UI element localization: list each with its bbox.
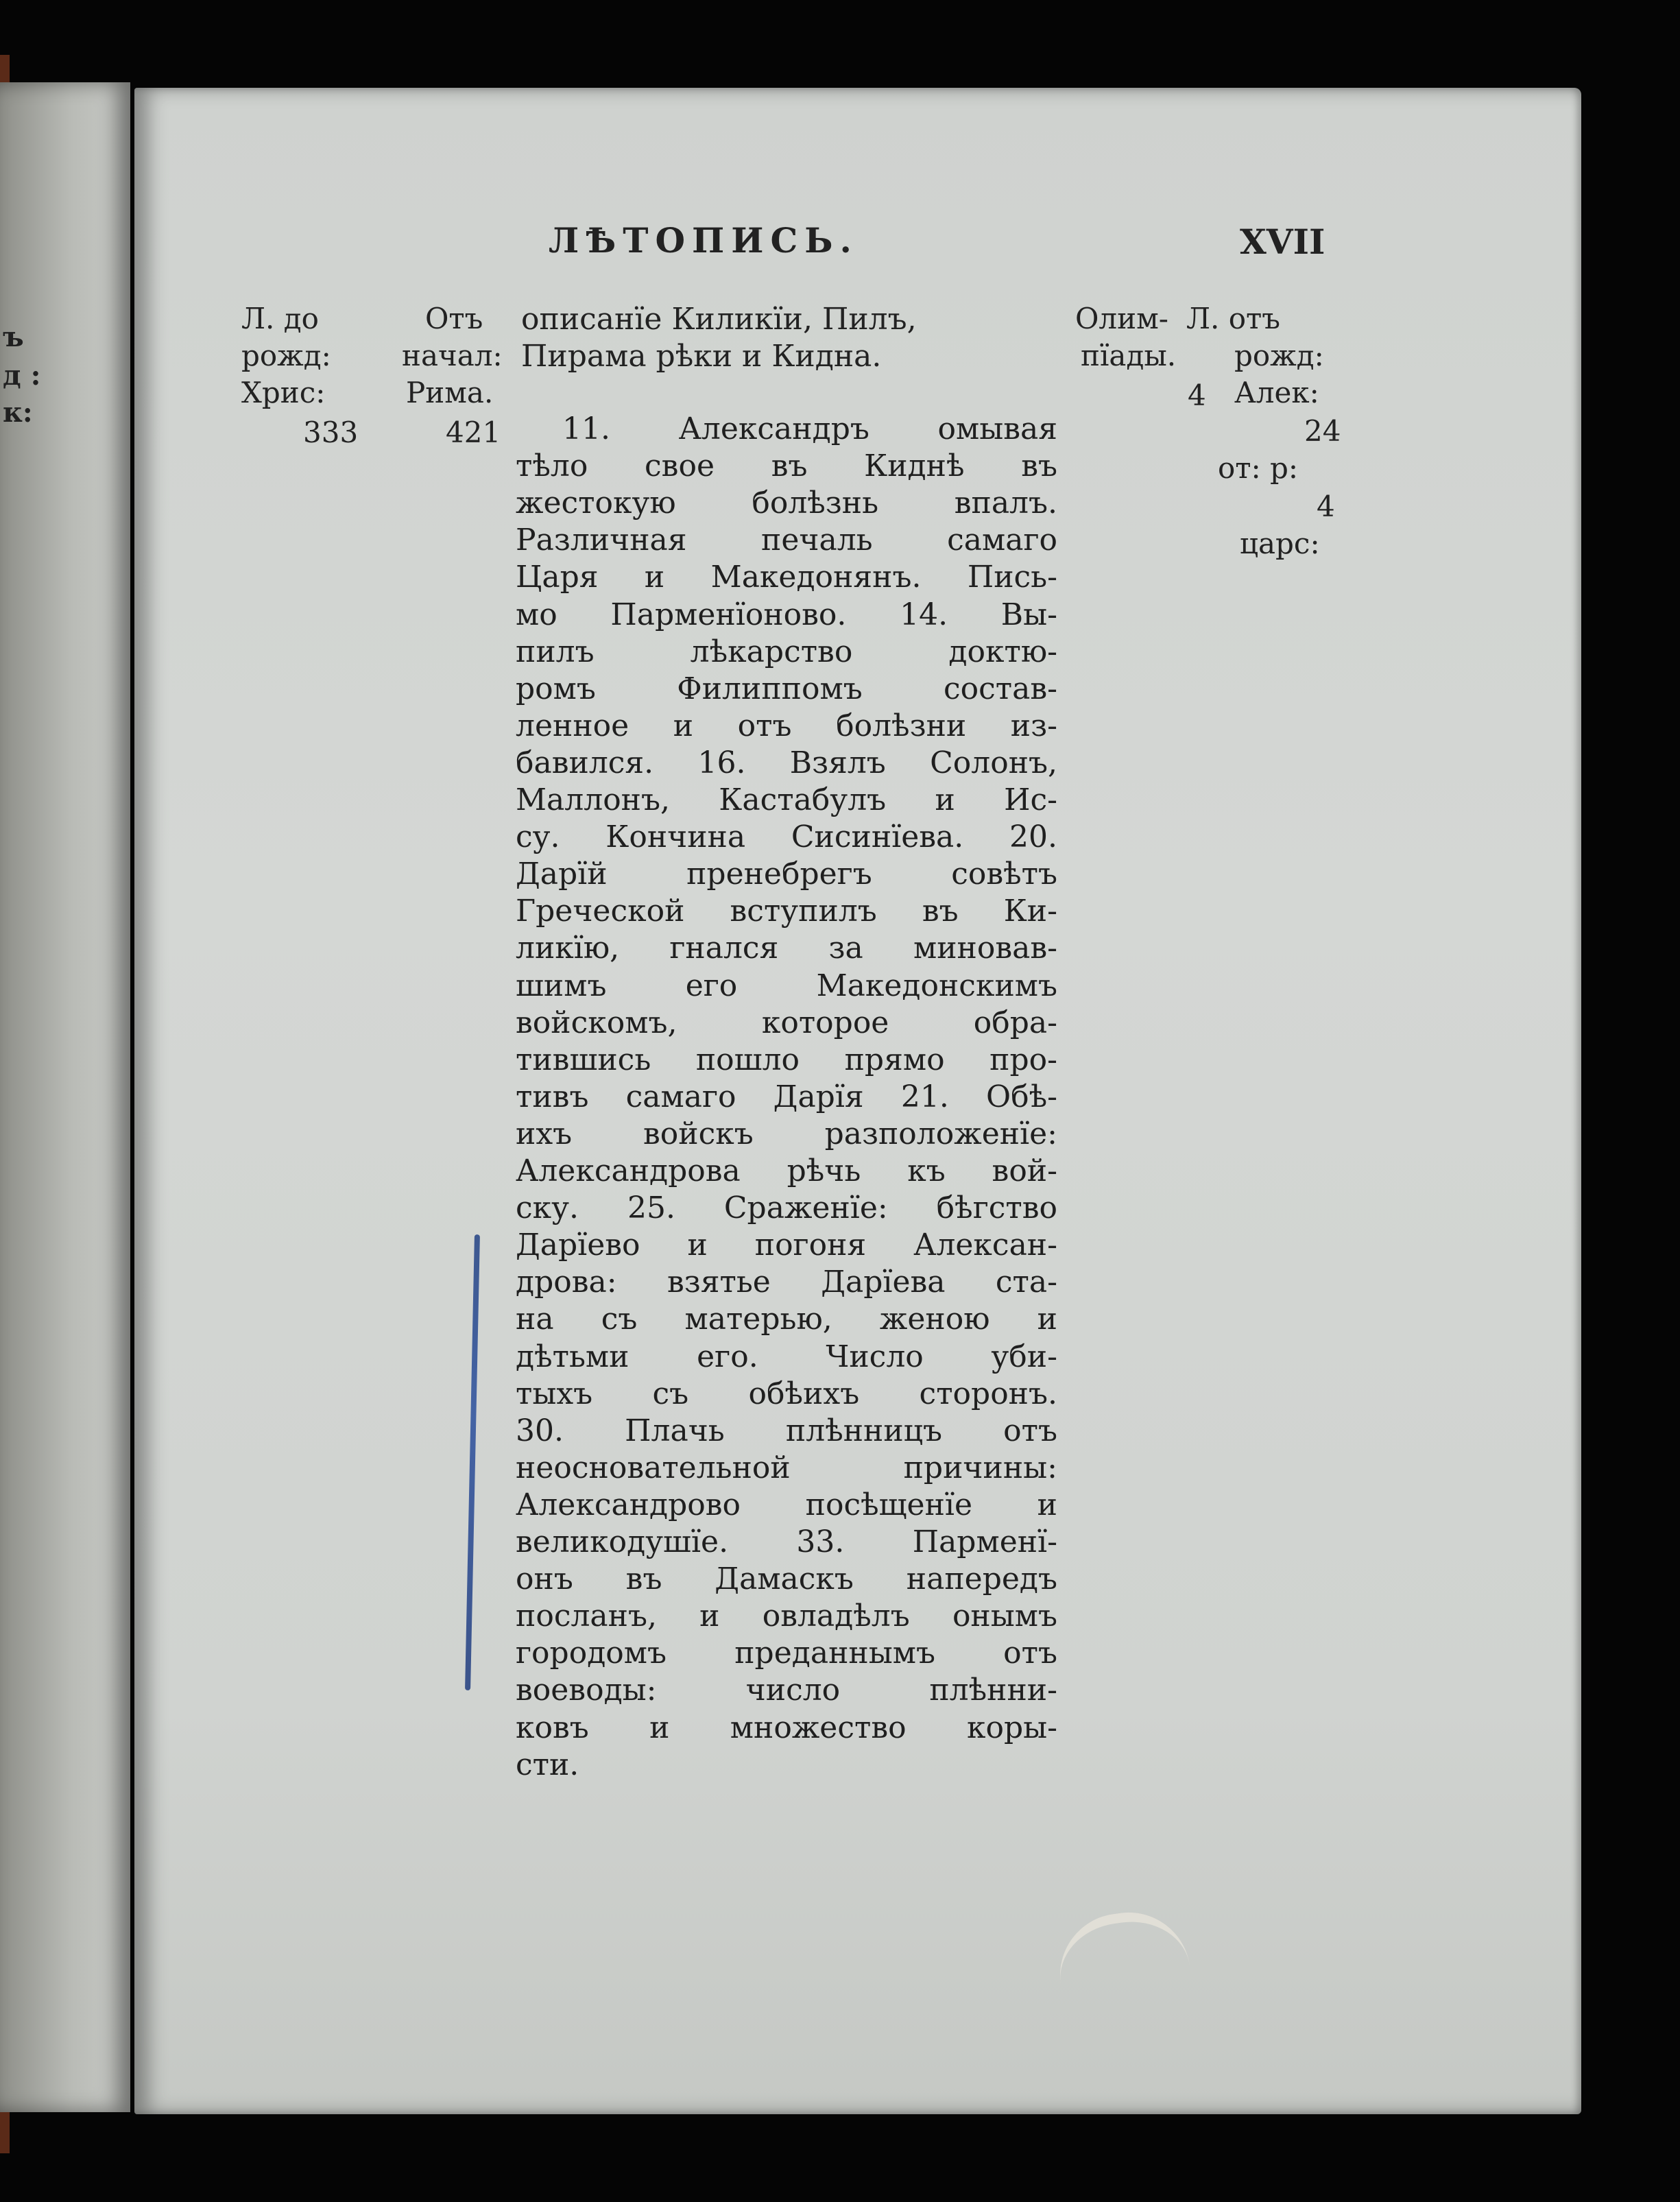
page-number: XVII [1240, 222, 1325, 262]
col-years-bc-head-2: рожд: [241, 339, 331, 372]
body-line: су. Кончина Сисинïева. 20. [516, 819, 1057, 855]
body-line: жестокую болѣзнь впалъ. [516, 486, 1057, 521]
body-line: ромъ Филиппомъ состав- [516, 671, 1057, 706]
col-olympiad-value: 4 [1188, 379, 1206, 412]
col-years-reign-head-2: царс: [1240, 527, 1320, 560]
intro-line: описанïе Киликïи, Пилъ, [521, 302, 917, 337]
body-line: воеводы: число плѣнни- [516, 1673, 1057, 1708]
body-line: 11. Александръ омывая [562, 411, 1057, 446]
left-fragment: д : [3, 359, 41, 392]
col-years-alex-head-2: рожд: [1234, 339, 1324, 372]
col-years-reign-value: 4 [1317, 490, 1335, 523]
col-years-alex-value: 24 [1304, 414, 1341, 448]
body-line: великодушïе. 33. Парменï- [516, 1524, 1057, 1559]
body-line: Дарïй пренебрегъ совѣтъ [516, 857, 1057, 892]
body-line: Различная печаль самаго [516, 523, 1057, 558]
body-line: войскомъ, которое обра- [516, 1005, 1057, 1040]
col-years-alex-head-3: Алек: [1234, 376, 1319, 409]
body-line: Царя и Македонянъ. Пись- [516, 560, 1057, 595]
col-olympiad-head-2: пïады. [1081, 339, 1177, 372]
body-line: шимъ его Македонскимъ [516, 968, 1057, 1003]
body-line: тѣло свое въ Киднѣ въ [516, 448, 1057, 484]
col-olympiad-head-1: Олим- [1075, 302, 1168, 335]
body-line: ихъ войскъ разположенïе: [516, 1116, 1057, 1151]
body-line: Александрово посѣщенïе и [516, 1487, 1057, 1522]
col-rome-value: 421 [446, 416, 501, 449]
col-rome-head-3: Рима. [406, 376, 494, 409]
body-line: пилъ лѣкарство доктю- [516, 634, 1057, 669]
col-years-bc-value: 333 [303, 416, 359, 449]
col-years-bc-head-3: Хрис: [241, 376, 326, 409]
body-line: мо Парменïоново. 14. Вы- [516, 597, 1057, 632]
intro-line: Пирама рѣки и Кидна. [521, 339, 882, 374]
body-line: тившись пошло прямо про- [516, 1042, 1057, 1077]
body-line: Александрова рѣчь къ вой- [516, 1153, 1057, 1188]
body-line: ковъ и множество коры- [516, 1710, 1057, 1745]
left-page [0, 82, 130, 2112]
body-line: сти. [516, 1747, 579, 1782]
body-line: посланъ, и овладѣлъ онымъ [516, 1599, 1057, 1634]
col-years-reign-head: от: р: [1218, 451, 1299, 485]
body-line: бавился. 16. Взялъ Солонъ, [516, 745, 1057, 780]
body-line: дрова: взятье Дарïева ста- [516, 1265, 1057, 1300]
body-line: городомъ преданнымъ отъ [516, 1636, 1057, 1671]
body-line: ленное и отъ болѣзни из- [516, 708, 1057, 743]
left-fragment: ъ [3, 321, 24, 353]
body-line: тыхъ съ обѣихъ сторонъ. [516, 1376, 1057, 1411]
col-years-bc-head-1: Л. до [241, 302, 319, 335]
body-line: 30. Плачь плѣнницъ отъ [516, 1413, 1057, 1448]
col-rome-head-1: Отъ [425, 302, 483, 335]
body-line: неосновательной причины: [516, 1450, 1057, 1485]
col-rome-head-2: начал: [402, 339, 503, 372]
col-years-alex-head-1: Л. отъ [1186, 302, 1280, 335]
body-line: ску. 25. Сраженïе: бѣгство [516, 1190, 1057, 1226]
body-line: Дарïево и погоня Алексан- [516, 1228, 1057, 1263]
body-line: Греческой вступилъ въ Ки- [516, 894, 1057, 929]
body-line: дѣтьми его. Число уби- [516, 1339, 1057, 1374]
body-line: онъ въ Дамаскъ напередъ [516, 1561, 1057, 1597]
body-line: тивъ самаго Дарïя 21. Обѣ- [516, 1079, 1057, 1114]
body-line: Маллонъ, Кастабулъ и Ис- [516, 782, 1057, 817]
body-line: на съ матерью, женою и [516, 1302, 1057, 1337]
body-line: ликïю, гнался за миновав- [516, 931, 1057, 966]
left-fragment: к: [3, 396, 33, 429]
page-title: ЛѢТОПИСЬ. [549, 220, 859, 261]
